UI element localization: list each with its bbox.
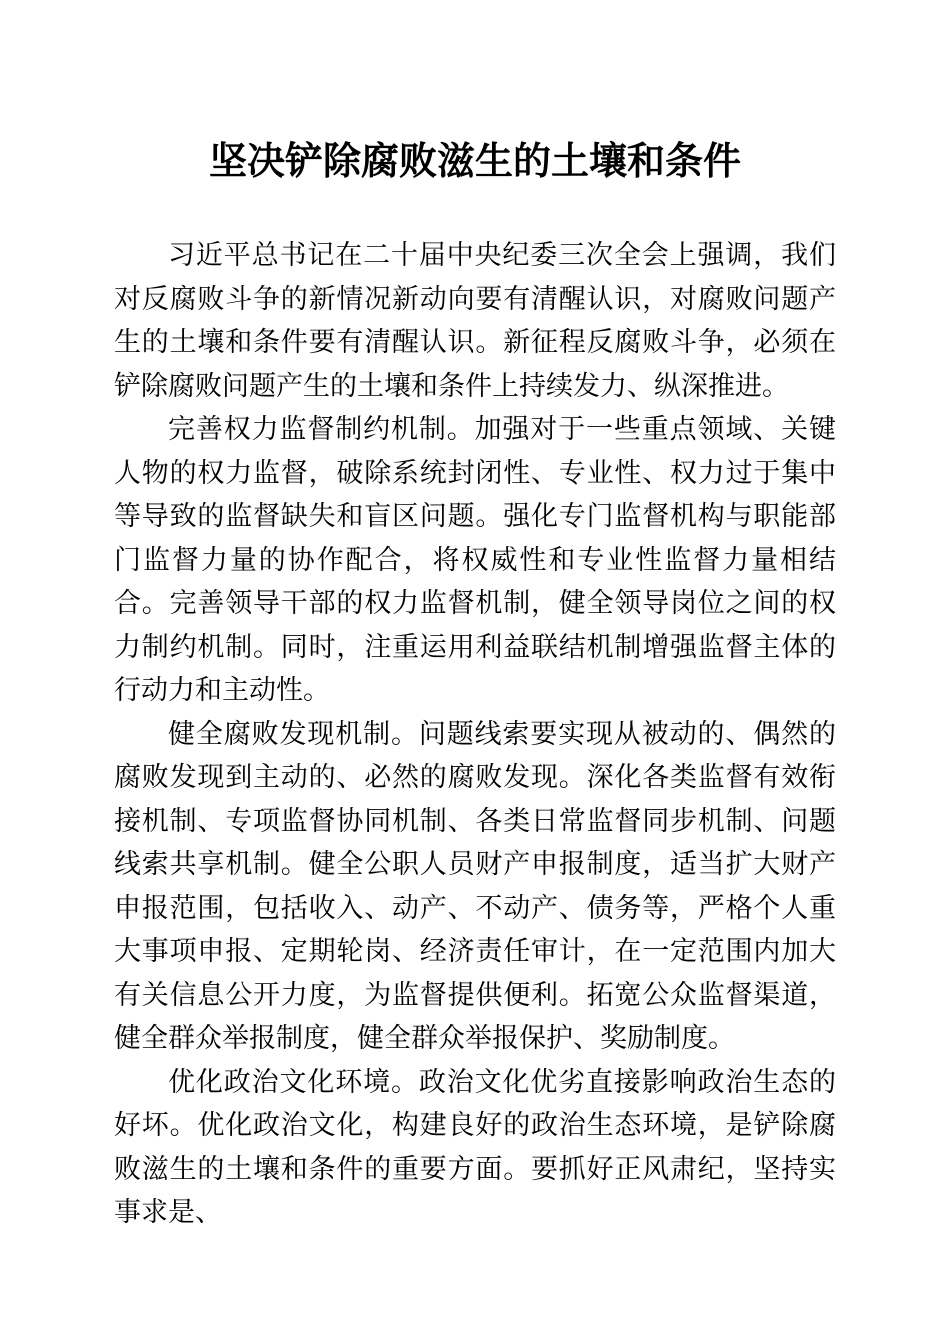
paragraph: 优化政治文化环境。政治文化优劣直接影响政治生态的好坏。优化政治文化，构建良好的政治生态环境，是铲除腐败滋生的土壤和条件的重要方面。要抓好正风肃纪，坚持实事求是、 (114, 1066, 836, 1227)
paragraph: 完善权力监督制约机制。加强对于一些重点领域、关键人物的权力监督，破除系统封闭性、专业性、权力过于集中等导致的监督缺失和盲区问题。强化专门监督机构与职能部门监督力量的协作配合，将权威性和专业性监督力量相结合。完善领导干部的权力监督机制，健全领导岗位之间的权力制约机制。同时，注重运用利益联结机制增强监督主体的行动力和主动性。 (114, 414, 836, 705)
document-body (114, 234, 836, 1235)
paragraph: 习近平总书记在二十届中央纪委三次全会上强调，我们对反腐败斗争的新情况新动向要有清醒认识，对腐败问题产生的土壤和条件要有清醒认识。新征程反腐败斗争，必须在铲除腐败问题产生的土壤和条件上持续发力、纵深推进。 (114, 240, 836, 401)
document-title: 坚决铲除腐败滋生的土壤和条件 (208, 141, 741, 183)
paragraph: 健全腐败发现机制。问题线索要实现从被动的、偶然的腐败发现到主动的、必然的腐败发现。深化各类监督有效衔接机制、专项监督协同机制、各类日常监督同步机制、问题线索共享机制。健全公职人员财产申报制度，适当扩大财产申报范围，包括收入、动产、不动产、债务等，严格个人重大事项申报、定期轮岗、经济责任审计，在一定范围内加大有关信息公开力度，为监督提供便利。拓宽公众监督渠道，健全群众举报制度，健全群众举报保护、奖励制度。 (114, 718, 836, 1053)
